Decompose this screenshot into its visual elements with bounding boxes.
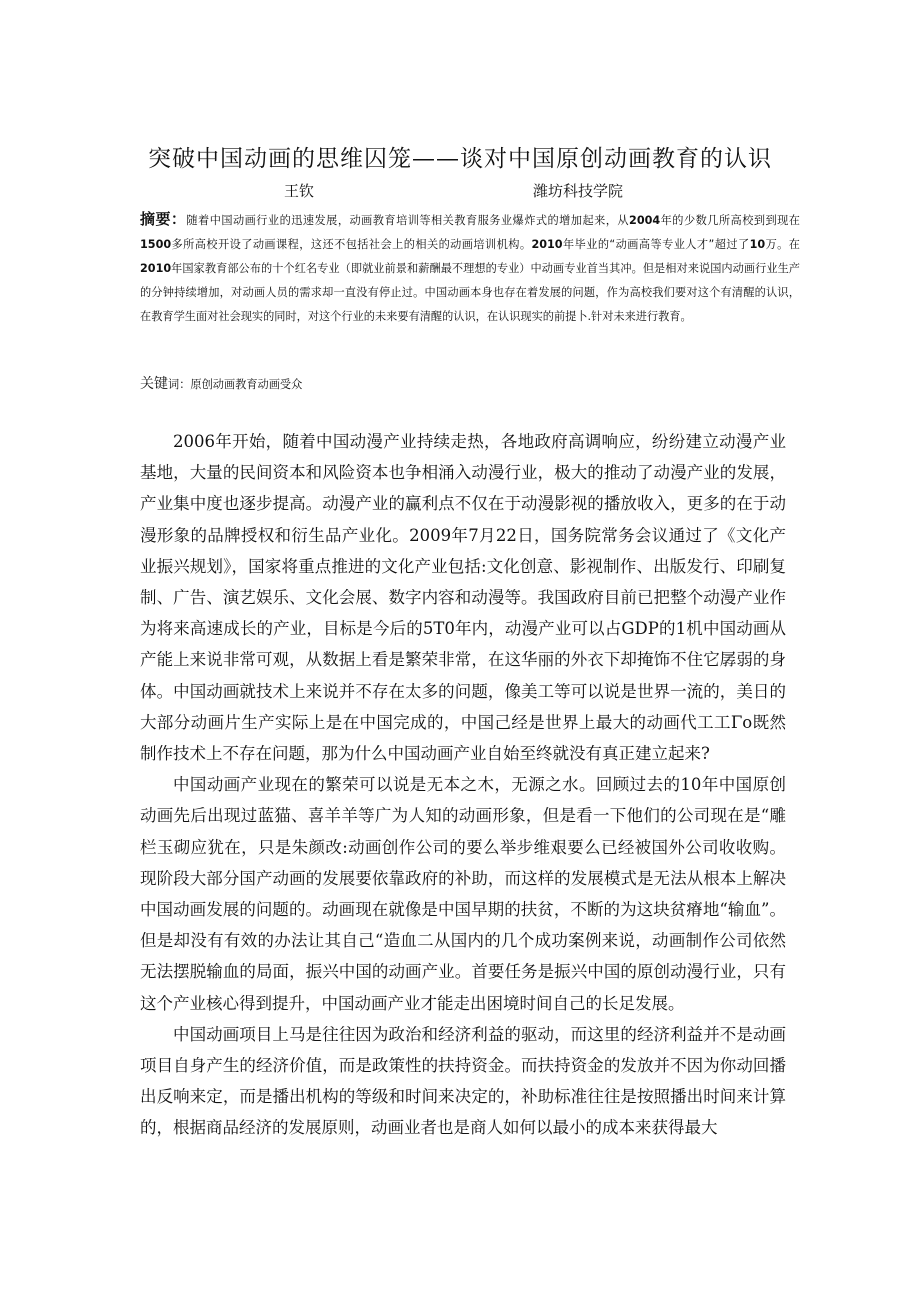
keywords-text: 词：原创动画教育动画受众	[168, 378, 303, 391]
body-paragraph: 中国动画产业现在的繁荣可以说是无本之木，无源之水。回顾过去的10年中国原创动画先后出现过蓝猫、喜羊羊等广为人知的动画形象，但是看一下他们的公司现在是“雕栏玉砌应犹在，只是朱颜改:动画创作公司的要么举步维艰要么已经被国外公司收收购。现阶段大部分国产动画的发展要依靠政府的补助，而这样的发展模式是无法从根本上解决中国动画发展的问题的。动画现在就像是中国早期的扶贫，不断的为这块贫瘠地“输血”。但是却没有有效的办法让其自己“造血二从国内的几个成功案例来说，动画制作公司依然无法摆脱输血的局面，振兴中国的动画产业。首要任务是振兴中国的原创动漫行业，只有这个产业核心得到提升，中国动画产业才能走出困境时间自己的长足发展。	[140, 775, 786, 1013]
abstract-number: 1500	[140, 238, 172, 251]
body-text	[140, 426, 786, 1144]
abstract-text: 年的少数几所高校到到现在	[660, 214, 800, 227]
keywords	[140, 373, 800, 393]
abstract-number: 2010	[140, 262, 172, 275]
abstract-number: 10	[749, 238, 766, 251]
abstract-text: 随着中国动画行业的迅速发展，动画教育培训等相关教育服务业爆炸式的增加起来，从	[186, 214, 630, 227]
abstract-label: 摘要：	[140, 210, 187, 228]
abstract-number: 2010	[531, 238, 563, 251]
abstract-number: 2004	[629, 214, 661, 227]
abstract-text: 多所高校开设了动画课程，这还不包括社会上的相关的动画培训机构。	[171, 238, 532, 251]
body-paragraph: 中国动画项目上马是往往因为政治和经济利益的驱动，而这里的经济利益并不是动画项目自身产生的经济价值，而是政策性的扶持资金。而扶持资金的发放并不因为你动回播出反响来定，而是播出机构的等级和时间来决定的，补助标准往往是按照播出时间来计算的，根据商品经济的发展原则，动画业者也是商人如何以最小的成本来获得最大	[140, 1024, 786, 1138]
author-institution: 潍坊科技学院	[533, 182, 624, 200]
abstract-text: 年国家教育部公布的十个红名专业（即就业前景和薪酬最不理想的专业）中动画专业首当其冲。但是相对来说国内动画行业生产的分钟持续增加，对动画人员的需求却一直没有停止过。中国动画本身也存在着发展的问题，作为高校我们要对这个有清醒的认识，在教育学生面对社会现实的同时，对这个行业的未来要有清醒的认识，在认识现实的前提卜.针对未来进行教育。	[140, 262, 800, 323]
abstract-text: 万。在	[765, 238, 800, 251]
author-name: 王钦	[284, 182, 315, 200]
keywords-label: 关键	[140, 376, 168, 392]
abstract	[140, 207, 800, 329]
body-paragraph: 2006年开始，随着中国动漫产业持续走热，各地政府高调响应，纷纷建立动漫产业基地，大量的民间资本和风险资本也争相涌入动漫行业，极大的推动了动漫产业的发展，产业集中度也逐步提高。动漫产业的赢利点不仅在于动漫影视的播放收入，更多的在于动漫形象的品牌授权和衍生品产业化。2009年7月22日，国务院常务会议通过了《文化产业振兴规划》，国家将重点推进的文化产业包括:文化创意、影视制作、出版发行、印刷复制、广告、演艺娱乐、文化会展、数字内容和动漫等。我国政府目前已把整个动漫产业作为将来高速成长的产业，目标是今后的5T0年内，动漫产业可以占GDP的1机中国动画从产能上来说非常可观，从数据上看是繁荣非常，在这华丽的外衣下却掩饰不住它孱弱的身体。中国动画就技术上来说并不存在太多的问题，像美工等可以说是世界一流的，美日的大部分动画片生产实际上是在中国完成的，中国己经是世界上最大的动画代工工Γo既然制作技术上不存在问题，那为什么中国动画产业自始至终就没有真正建立起来?	[140, 432, 786, 764]
abstract-text: 年毕业的“动画高等专业人才”超过了	[562, 238, 750, 251]
document-title: 突破中国动画的思维囚笼——谈对中国原创动画教育的认识	[148, 146, 772, 172]
